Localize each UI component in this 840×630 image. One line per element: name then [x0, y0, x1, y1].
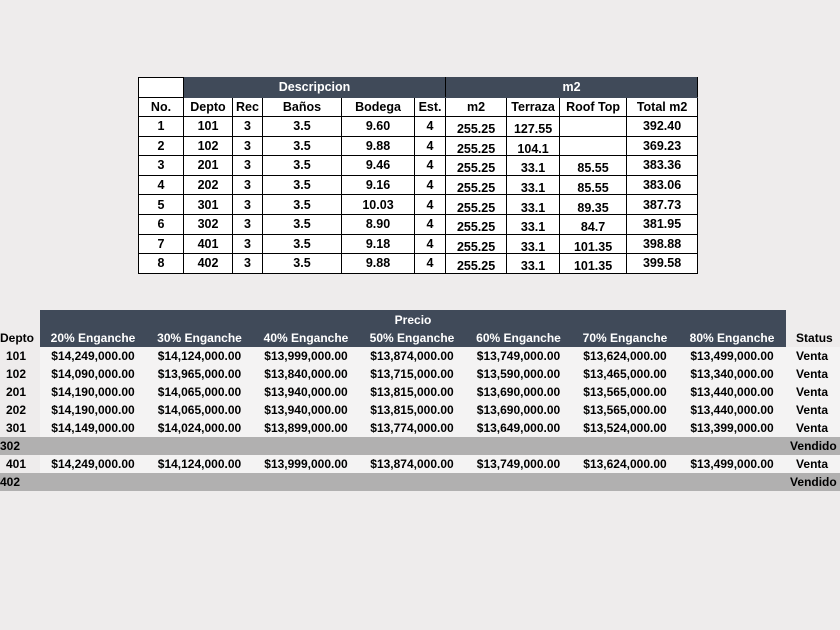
price-cell: $13,499,000.00 [678, 455, 786, 473]
cell-value: 4 [157, 178, 165, 193]
price-cell: $13,565,000.00 [572, 383, 678, 401]
table-cell [627, 234, 698, 254]
status-cell: Vendido [786, 473, 840, 491]
price-row [0, 401, 840, 419]
table-row [139, 136, 698, 156]
table-cell [415, 234, 446, 254]
column-header: Total m2 [627, 97, 698, 117]
table-cell [342, 214, 415, 234]
price-cell: $13,899,000.00 [253, 419, 359, 437]
cell-value: 3.5 [293, 119, 311, 134]
table-cell [263, 175, 342, 195]
table-cell [184, 117, 233, 137]
cell-value: 255.25 [456, 239, 496, 254]
depto-cell: 402 [0, 473, 40, 491]
cell-value: 4 [426, 217, 434, 232]
table-row [139, 156, 698, 176]
cell-value: 7 [157, 236, 165, 251]
price-cell: $13,524,000.00 [572, 419, 678, 437]
status-cell: Vendido [786, 437, 840, 455]
cell-value: 33.1 [520, 181, 546, 195]
status-cell: Venta [786, 455, 840, 473]
table-cell [342, 156, 415, 176]
column-header: Baños [263, 97, 342, 117]
cell-value: 3.5 [293, 236, 311, 251]
cell-value: 381.95 [642, 217, 682, 232]
price-cell [146, 437, 253, 455]
price-column-header: 80% Enganche [678, 329, 786, 347]
table-cell [507, 117, 560, 137]
price-cell [253, 473, 359, 491]
cell-value: 255.25 [456, 220, 496, 235]
cell-value: 3 [244, 178, 251, 193]
cell-value: 3.5 [293, 197, 311, 212]
table-cell [342, 254, 415, 274]
cell-value: 33.1 [520, 161, 546, 176]
depto-cell: 101 [6, 349, 27, 363]
price-cell: $13,690,000.00 [465, 383, 572, 401]
cell-value: 101.35 [573, 259, 613, 274]
cell-value: 4 [426, 119, 434, 134]
price-column-header: 70% Enganche [572, 329, 678, 347]
depto-cell: 201 [6, 385, 27, 399]
table-cell [139, 234, 184, 254]
cell-value: 4 [426, 178, 434, 193]
group-header-row [139, 78, 698, 98]
table-cell [446, 195, 507, 215]
price-row [0, 365, 840, 383]
price-cell [40, 437, 146, 455]
cell-value: 101.35 [573, 239, 613, 254]
cell-value: 33.1 [520, 200, 546, 215]
table-cell [415, 175, 446, 195]
table-cell [139, 156, 184, 176]
price-column-header: 60% Enganche [465, 329, 572, 347]
depto-cell: 301 [6, 421, 27, 435]
prices-body [0, 347, 840, 491]
cell-value: 1 [157, 119, 165, 134]
cell-value: 8 [157, 256, 165, 271]
cell-value: 201 [197, 158, 219, 173]
cell-value: 369.23 [642, 138, 682, 153]
price-cell: $13,999,000.00 [253, 455, 359, 473]
table-cell [560, 136, 627, 156]
price-cell: $14,065,000.00 [146, 401, 253, 419]
price-row [0, 455, 840, 473]
cell-value: 3 [244, 197, 251, 212]
table-cell [342, 136, 415, 156]
table-row [139, 234, 698, 254]
price-cell [465, 437, 572, 455]
table-cell [233, 117, 263, 137]
table-cell [507, 195, 560, 215]
cell-value: 402 [197, 256, 219, 271]
cell-value: 84.7 [580, 220, 606, 235]
cell-value: 33.1 [520, 259, 546, 274]
prices-table [0, 310, 840, 491]
price-column-header-row [0, 329, 840, 347]
price-cell: $13,815,000.00 [359, 383, 465, 401]
table-cell [184, 195, 233, 215]
table-cell [184, 254, 233, 274]
price-cell: $13,749,000.00 [465, 347, 572, 365]
cell-value: 3 [244, 256, 251, 271]
price-cell: $14,065,000.00 [146, 383, 253, 401]
table-cell [627, 214, 698, 234]
table-cell [139, 117, 184, 137]
price-cell: $13,440,000.00 [678, 401, 786, 419]
cell-value: 4 [426, 197, 434, 212]
price-cell: $13,399,000.00 [678, 419, 786, 437]
table-cell [184, 156, 233, 176]
table-cell [507, 136, 560, 156]
price-row [0, 437, 840, 455]
cell-value: 5 [157, 197, 165, 212]
price-title-blank-right [786, 310, 840, 329]
table-cell [415, 195, 446, 215]
table-cell [446, 175, 507, 195]
cell-value: 255.25 [456, 122, 496, 137]
cell-value: 3 [244, 158, 251, 173]
price-cell [359, 473, 465, 491]
status-cell: Venta [786, 347, 840, 365]
cell-value: 3 [244, 138, 251, 153]
price-cell: $13,815,000.00 [359, 401, 465, 419]
cell-value: 401 [197, 236, 219, 251]
status-cell: Venta [786, 419, 840, 437]
table-cell [446, 254, 507, 274]
price-cell: $14,249,000.00 [40, 455, 146, 473]
price-cell [678, 473, 786, 491]
cell-value: 9.16 [365, 178, 391, 193]
table-cell [139, 175, 184, 195]
cell-value: 4 [426, 158, 434, 173]
cell-value: 104.1 [517, 141, 549, 156]
table-cell [560, 156, 627, 176]
column-header: Rec [233, 97, 263, 117]
price-cell: $13,499,000.00 [678, 347, 786, 365]
cell-value: 3.5 [293, 138, 311, 153]
table-cell [627, 136, 698, 156]
table-cell [263, 214, 342, 234]
price-cell: $13,940,000.00 [253, 383, 359, 401]
cell-value: 9.46 [365, 158, 391, 173]
table-cell [415, 117, 446, 137]
table-cell [233, 254, 263, 274]
price-cell: $13,749,000.00 [465, 455, 572, 473]
price-column-header: 30% Enganche [146, 329, 253, 347]
price-cell: $13,649,000.00 [465, 419, 572, 437]
cell-value: 301 [197, 197, 219, 212]
price-cell: $14,249,000.00 [40, 347, 146, 365]
table-cell [415, 156, 446, 176]
price-row [0, 419, 840, 437]
table-cell [560, 234, 627, 254]
table-cell [627, 254, 698, 274]
price-cell [40, 473, 146, 491]
price-column-header: Status [796, 331, 833, 345]
table-cell [415, 136, 446, 156]
table-row [139, 175, 698, 195]
price-cell: $14,124,000.00 [146, 455, 253, 473]
cell-value: 398.88 [642, 236, 682, 251]
cell-value: 101 [197, 119, 219, 134]
table-cell [446, 117, 507, 137]
table-cell [342, 234, 415, 254]
cell-value: 255.25 [456, 200, 496, 215]
table-cell [263, 195, 342, 215]
price-cell [572, 437, 678, 455]
table-cell [507, 214, 560, 234]
column-header-row [139, 97, 698, 117]
cell-value: 2 [157, 138, 165, 153]
table-cell [446, 234, 507, 254]
table-cell [446, 156, 507, 176]
table-cell [233, 156, 263, 176]
table-cell [184, 175, 233, 195]
table-cell [507, 175, 560, 195]
cell-value: 85.55 [577, 161, 609, 176]
cell-value: 255.25 [456, 141, 496, 156]
group-header-m2: m2 [446, 78, 698, 98]
price-cell: $14,024,000.00 [146, 419, 253, 437]
price-cell: $13,624,000.00 [572, 455, 678, 473]
price-cell: $14,190,000.00 [40, 401, 146, 419]
table-cell [627, 175, 698, 195]
table-cell [139, 136, 184, 156]
cell-value: 399.58 [642, 256, 682, 271]
table-cell [184, 214, 233, 234]
table-row [139, 254, 698, 274]
table-cell [139, 254, 184, 274]
cell-value: 4 [426, 256, 434, 271]
table-cell [233, 214, 263, 234]
price-cell: $13,840,000.00 [253, 365, 359, 383]
column-header: Roof Top [560, 97, 627, 117]
price-cell: $14,090,000.00 [40, 365, 146, 383]
cell-value: 387.73 [642, 197, 682, 212]
cell-value: 3.5 [293, 217, 311, 232]
price-cell: $14,149,000.00 [40, 419, 146, 437]
price-cell [465, 473, 572, 491]
table-cell [263, 234, 342, 254]
table-cell [139, 214, 184, 234]
table-cell [415, 214, 446, 234]
column-header: Est. [415, 97, 446, 117]
price-cell: $13,465,000.00 [572, 365, 678, 383]
cell-value: 33.1 [520, 220, 546, 235]
price-column-header: 20% Enganche [40, 329, 146, 347]
table-cell [627, 195, 698, 215]
cell-value: 3 [157, 158, 165, 173]
cell-value: 3.5 [293, 178, 311, 193]
table-cell [263, 117, 342, 137]
table-cell [233, 195, 263, 215]
cell-value: 3.5 [293, 256, 311, 271]
price-row [0, 347, 840, 365]
table-cell [263, 254, 342, 274]
group-header-blank [139, 78, 184, 98]
table-cell [263, 156, 342, 176]
cell-value: 10.03 [362, 197, 394, 212]
price-cell: $13,440,000.00 [678, 383, 786, 401]
price-cell: $13,774,000.00 [359, 419, 465, 437]
price-title: Precio [40, 310, 786, 329]
table-cell [560, 117, 627, 137]
cell-value: 383.36 [642, 158, 682, 173]
price-cell [146, 473, 253, 491]
price-cell: $13,874,000.00 [359, 347, 465, 365]
cell-value: 9.88 [365, 138, 391, 153]
table-cell [507, 234, 560, 254]
table-row [139, 117, 698, 137]
table-cell [342, 117, 415, 137]
price-cell: $14,190,000.00 [40, 383, 146, 401]
table-cell [263, 136, 342, 156]
table-cell [560, 175, 627, 195]
price-cell: $13,340,000.00 [678, 365, 786, 383]
depto-cell: 401 [6, 457, 27, 471]
table-cell [446, 214, 507, 234]
table-cell [560, 195, 627, 215]
column-header: Bodega [342, 97, 415, 117]
price-column-header: Depto [0, 331, 34, 345]
table-cell [139, 195, 184, 215]
cell-value: 9.60 [365, 119, 391, 134]
price-cell [572, 473, 678, 491]
price-column-header: 40% Enganche [253, 329, 359, 347]
price-cell: $13,624,000.00 [572, 347, 678, 365]
price-row [0, 473, 840, 491]
group-header-descripcion: Descripcion [184, 78, 446, 98]
table-cell [446, 136, 507, 156]
column-header: Terraza [507, 97, 560, 117]
table-cell [415, 254, 446, 274]
price-cell: $13,715,000.00 [359, 365, 465, 383]
measurements-body [139, 117, 698, 274]
price-cell [253, 437, 359, 455]
column-header: No. [139, 97, 184, 117]
measurements-table [138, 77, 698, 274]
table-cell [184, 136, 233, 156]
depto-cell: 102 [6, 367, 27, 381]
price-cell: $13,940,000.00 [253, 401, 359, 419]
table-cell [233, 175, 263, 195]
cell-value: 3 [244, 236, 251, 251]
cell-value: 3.5 [293, 158, 311, 173]
table-cell [342, 175, 415, 195]
depto-cell: 302 [0, 437, 40, 455]
cell-value: 9.88 [365, 256, 391, 271]
price-cell: $14,124,000.00 [146, 347, 253, 365]
price-cell: $13,590,000.00 [465, 365, 572, 383]
cell-value: 4 [426, 138, 434, 153]
cell-value: 102 [197, 138, 219, 153]
cell-value: 255.25 [456, 161, 496, 176]
cell-value: 202 [197, 178, 219, 193]
table-row [139, 214, 698, 234]
status-cell: Venta [786, 401, 840, 419]
table-cell [233, 136, 263, 156]
depto-cell: 202 [6, 403, 27, 417]
price-cell: $13,999,000.00 [253, 347, 359, 365]
table-cell [507, 254, 560, 274]
table-cell [184, 234, 233, 254]
column-header: m2 [446, 97, 507, 117]
table-cell [507, 156, 560, 176]
status-cell: Venta [786, 383, 840, 401]
cell-value: 255.25 [456, 259, 496, 274]
status-cell: Venta [786, 365, 840, 383]
table-row [139, 195, 698, 215]
cell-value: 302 [197, 217, 219, 232]
cell-value: 33.1 [520, 239, 546, 254]
cell-value: 255.25 [456, 181, 496, 195]
table-cell [560, 254, 627, 274]
cell-value: 3 [244, 217, 251, 232]
cell-value: 3 [244, 119, 251, 134]
cell-value: 127.55 [513, 122, 553, 137]
price-title-row [0, 310, 840, 329]
column-header: Depto [184, 97, 233, 117]
table-cell [342, 195, 415, 215]
cell-value: 383.06 [642, 178, 682, 193]
price-cell [359, 437, 465, 455]
table-cell [627, 117, 698, 137]
cell-value: 85.55 [577, 181, 609, 195]
table-cell [233, 234, 263, 254]
cell-value: 4 [426, 236, 434, 251]
price-cell: $13,690,000.00 [465, 401, 572, 419]
cell-value: 392.40 [642, 119, 682, 134]
price-cell [678, 437, 786, 455]
cell-value: 89.35 [577, 200, 609, 215]
price-row [0, 383, 840, 401]
price-title-blank-left [0, 310, 40, 329]
price-cell: $13,965,000.00 [146, 365, 253, 383]
cell-value: 6 [157, 217, 165, 232]
price-cell: $13,874,000.00 [359, 455, 465, 473]
price-cell: $13,565,000.00 [572, 401, 678, 419]
table-cell [627, 156, 698, 176]
table-cell [560, 214, 627, 234]
cell-value: 8.90 [365, 217, 391, 232]
cell-value: 9.18 [365, 236, 391, 251]
price-column-header: 50% Enganche [359, 329, 465, 347]
